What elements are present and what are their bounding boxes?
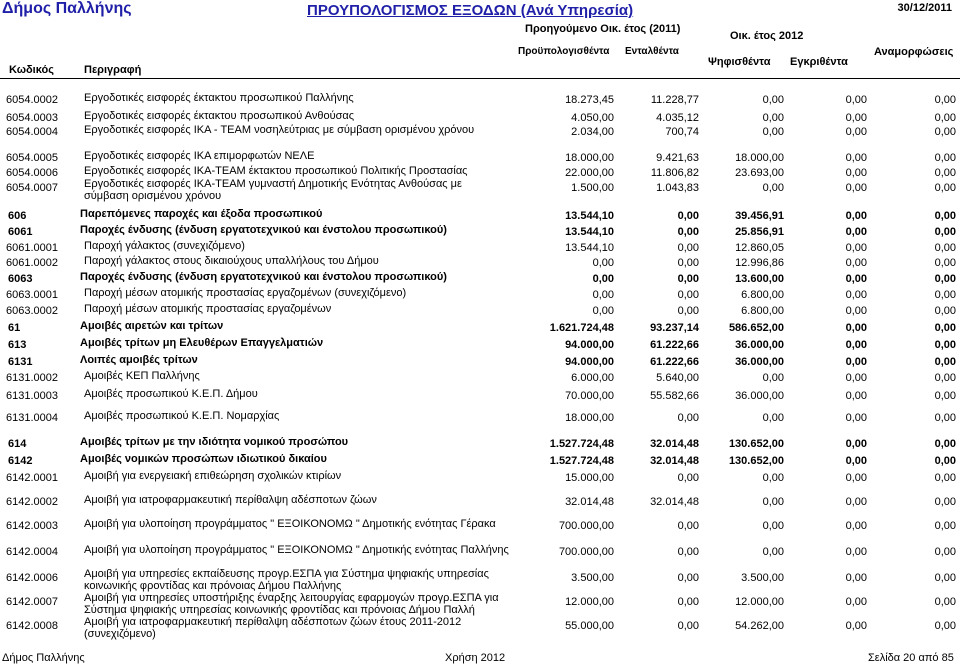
row-v1-value: 700.000,00 bbox=[558, 546, 614, 558]
row-v2-value: 32.014,48 bbox=[650, 496, 699, 508]
row-v3-value: 36.000,00 bbox=[735, 356, 784, 368]
row-v3-value: 13.600,00 bbox=[735, 273, 784, 285]
row-code: 6054.0005 bbox=[6, 152, 58, 164]
row-v2-value: 0,00 bbox=[677, 305, 699, 317]
row-v4-value: 0,00 bbox=[845, 372, 867, 384]
row-code: 6054.0007 bbox=[6, 182, 58, 194]
row-description: Αμοιβές τρίτων με την ιδιότητα νομικού προσώπου bbox=[80, 436, 349, 448]
row-v1-value: 13.544,10 bbox=[565, 210, 614, 222]
row-v1-value: 55.000,00 bbox=[565, 620, 614, 632]
row-code: 6142.0002 bbox=[6, 496, 58, 508]
row-v3-value: 36.000,00 bbox=[735, 339, 784, 351]
row-v4-value: 0,00 bbox=[845, 242, 867, 254]
row-v4-value: 0,00 bbox=[845, 596, 867, 608]
row-v4-value: 0,00 bbox=[845, 226, 867, 238]
row-v4-value: 0,00 bbox=[845, 257, 867, 269]
row-v5-value: 0,00 bbox=[934, 438, 956, 450]
row-code: 61 bbox=[8, 322, 21, 334]
row-v2-value: 0,00 bbox=[677, 546, 699, 558]
row-description: Εργοδοτικές εισφορές έκτακτου προσωπικού Παλλήνης bbox=[84, 92, 354, 104]
row-v4-value: 0,00 bbox=[845, 546, 867, 558]
row-code: 614 bbox=[8, 438, 27, 450]
row-v2-value: 0,00 bbox=[677, 572, 699, 584]
row-v3-value: 0,00 bbox=[762, 520, 784, 532]
row-description: Αμοιβή για ιατροφαρμακευτική περίθαλψη αδέσποτων ζώων bbox=[84, 494, 377, 506]
row-description: Εργοδοτικές εισφορές ΙΚΑ-ΤΕΑΜ γυμναστή Δημοτικής Ενότητας Ανθούσας με σύμβαση ορισμένου χρόνου bbox=[84, 178, 462, 202]
row-v2-value: 61.222,66 bbox=[650, 339, 699, 351]
row-v5-value: 0,00 bbox=[934, 572, 956, 584]
row-v3-value: 0,00 bbox=[762, 94, 784, 106]
row-code: 6142.0006 bbox=[6, 572, 58, 584]
row-description: Αμοιβές ΚΕΠ Παλλήνης bbox=[84, 370, 200, 382]
row-v3-value: 0,00 bbox=[762, 546, 784, 558]
row-v3-value: 130.652,00 bbox=[728, 438, 784, 450]
row-v2-value: 32.014,48 bbox=[650, 455, 699, 467]
col-budgeted-header: Προϋπολογισθέντα bbox=[518, 46, 610, 57]
row-v3-value: 3.500,00 bbox=[741, 572, 784, 584]
row-v2-value: 93.237,14 bbox=[650, 322, 699, 334]
col-desc-header: Περιγραφή bbox=[84, 64, 142, 76]
row-v2-value: 11.228,77 bbox=[650, 94, 699, 106]
row-v1-value: 15.000,00 bbox=[565, 472, 614, 484]
row-v2-value: 32.014,48 bbox=[650, 438, 699, 450]
row-v5-value: 0,00 bbox=[934, 372, 956, 384]
row-v2-value: 0,00 bbox=[677, 226, 699, 238]
row-code: 6063 bbox=[8, 273, 33, 285]
row-v3-value: 12.000,00 bbox=[735, 596, 784, 608]
row-v4-value: 0,00 bbox=[845, 289, 867, 301]
row-v1-value: 12.000,00 bbox=[565, 596, 614, 608]
row-description: Αμοιβή για υπηρεσίες υποστήριξης έναρξης λειτουργίας εφαρμογών προγρ.ΕΣΠΑ για Σύστημα ψηφιακής υπηρεσίας κοινωνικής φροντίδας και πρόνοιας Δήμου Παλλή bbox=[84, 592, 499, 616]
row-v3-value: 586.652,00 bbox=[728, 322, 784, 334]
row-v3-value: 0,00 bbox=[762, 112, 784, 124]
row-v4-value: 0,00 bbox=[845, 152, 867, 164]
row-v5-value: 0,00 bbox=[934, 226, 956, 238]
report-date: 30/12/2011 bbox=[897, 2, 952, 14]
row-v3-value: 23.693,00 bbox=[735, 167, 784, 179]
row-v1-value: 700.000,00 bbox=[558, 520, 614, 532]
row-v4-value: 0,00 bbox=[845, 167, 867, 179]
row-v1-value: 3.500,00 bbox=[571, 572, 614, 584]
row-v3-value: 18.000,00 bbox=[735, 152, 784, 164]
row-description: Παροχές ένδυσης (ένδυση εργατοτεχνικού και ένστολου προσωπικού) bbox=[80, 271, 447, 283]
col-ordered-header: Ενταλθέντα bbox=[625, 46, 679, 57]
row-v2-value: 0,00 bbox=[677, 620, 699, 632]
row-v2-value: 61.222,66 bbox=[650, 356, 699, 368]
row-description: Αμοιβή για υλοποίηση προγράμματος " ΕΞΟΙΚΟΝΟΜΩ " Δημοτικής ενότητας Γέρακα bbox=[84, 518, 496, 530]
row-v1-value: 6.000,00 bbox=[571, 372, 614, 384]
row-v1-value: 13.544,10 bbox=[565, 226, 614, 238]
footer-org: Δήμος Παλλήνης bbox=[2, 652, 85, 664]
row-code: 6142.0001 bbox=[6, 472, 58, 484]
prev-year-header: Προηγούμενο Οικ. έτος (2011) bbox=[525, 23, 681, 35]
row-description: Αμοιβές προσωπικού Κ.Ε.Π. Νομαρχίας bbox=[84, 410, 280, 422]
row-v5-value: 0,00 bbox=[934, 339, 956, 351]
row-v4-value: 0,00 bbox=[845, 455, 867, 467]
org-title: Δήμος Παλλήνης bbox=[2, 0, 132, 17]
row-v2-value: 4.035,12 bbox=[656, 112, 699, 124]
row-v5-value: 0,00 bbox=[934, 126, 956, 138]
row-v1-value: 94.000,00 bbox=[565, 339, 614, 351]
row-v1-value: 13.544,10 bbox=[565, 242, 614, 254]
row-code: 6061.0001 bbox=[6, 242, 58, 254]
row-v5-value: 0,00 bbox=[934, 322, 956, 334]
row-v3-value: 39.456,91 bbox=[735, 210, 784, 222]
row-description: Παροχή μέσων ατομικής προστασίας εργαζομένων (συνεχιζόμενο) bbox=[84, 287, 407, 299]
row-code: 6054.0004 bbox=[6, 126, 58, 138]
row-v5-value: 0,00 bbox=[934, 167, 956, 179]
row-v4-value: 0,00 bbox=[845, 412, 867, 424]
row-v3-value: 25.856,91 bbox=[735, 226, 784, 238]
row-description: Αμοιβή για υλοποίηση προγράμματος " ΕΞΟΙΚΟΝΟΜΩ " Δημοτικής ενότητας Παλλήνης bbox=[84, 544, 509, 556]
row-v4-value: 0,00 bbox=[845, 339, 867, 351]
row-v5-value: 0,00 bbox=[934, 412, 956, 424]
row-code: 613 bbox=[8, 339, 27, 351]
row-v2-value: 11.806,82 bbox=[650, 167, 699, 179]
row-code: 6054.0006 bbox=[6, 167, 58, 179]
row-v1-value: 1.527.724,48 bbox=[549, 438, 614, 450]
row-code: 6131.0002 bbox=[6, 372, 58, 384]
row-v5-value: 0,00 bbox=[934, 496, 956, 508]
row-v5-value: 0,00 bbox=[934, 152, 956, 164]
row-v5-value: 0,00 bbox=[934, 94, 956, 106]
row-v4-value: 0,00 bbox=[845, 390, 867, 402]
row-v4-value: 0,00 bbox=[845, 273, 867, 285]
row-v4-value: 0,00 bbox=[845, 112, 867, 124]
row-v5-value: 0,00 bbox=[934, 620, 956, 632]
row-v4-value: 0,00 bbox=[845, 356, 867, 368]
row-v1-value: 0,00 bbox=[592, 273, 614, 285]
row-description: Αμοιβή για ενεργειακή επιθεώρηση σχολικών κτιρίων bbox=[84, 470, 342, 482]
row-code: 6063.0001 bbox=[6, 289, 58, 301]
row-v2-value: 55.582,66 bbox=[650, 390, 699, 402]
footer-use: Χρήση 2012 bbox=[445, 652, 506, 664]
row-code: 6142.0008 bbox=[6, 620, 58, 632]
row-v2-value: 0,00 bbox=[677, 596, 699, 608]
row-description: Παροχή γάλακτος στους δικαιούχους υπαλλήλους του Δήμου bbox=[84, 255, 379, 267]
cur-year-header: Οικ. έτος 2012 bbox=[730, 30, 804, 42]
row-v3-value: 12.860,05 bbox=[735, 242, 784, 254]
row-v1-value: 22.000,00 bbox=[565, 167, 614, 179]
row-v5-value: 0,00 bbox=[934, 273, 956, 285]
row-v2-value: 0,00 bbox=[677, 472, 699, 484]
col-approved-header: Εγκριθέντα bbox=[790, 56, 848, 68]
row-v2-value: 0,00 bbox=[677, 242, 699, 254]
row-v4-value: 0,00 bbox=[845, 496, 867, 508]
col-code-header: Κωδικός bbox=[9, 64, 54, 76]
row-description: Παροχές ένδυσης (ένδυση εργατοτεχνικού και ένστολου προσωπικού) bbox=[80, 224, 447, 236]
row-description: Εργοδοτικές εισφορές έκτακτου προσωπικού Ανθούσας bbox=[84, 110, 355, 122]
row-v4-value: 0,00 bbox=[845, 520, 867, 532]
row-v3-value: 12.996,86 bbox=[735, 257, 784, 269]
row-description: Αμοιβές νομικών προσώπων ιδιωτικού δικαίου bbox=[80, 453, 327, 465]
row-code: 6054.0003 bbox=[6, 112, 58, 124]
row-v3-value: 0,00 bbox=[762, 372, 784, 384]
row-v4-value: 0,00 bbox=[845, 472, 867, 484]
row-v3-value: 54.262,00 bbox=[735, 620, 784, 632]
row-v3-value: 0,00 bbox=[762, 472, 784, 484]
row-v3-value: 130.652,00 bbox=[728, 455, 784, 467]
row-v3-value: 36.000,00 bbox=[735, 390, 784, 402]
row-v1-value: 2.034,00 bbox=[571, 126, 614, 138]
row-v1-value: 32.014,48 bbox=[565, 496, 614, 508]
row-v2-value: 1.043,83 bbox=[656, 182, 699, 194]
row-description: Αμοιβή για ιατροφαρμακευτική περίθαλψη αδέσποτων ζώων έτους 2011-2012 (συνεχιζόμενο) bbox=[84, 616, 462, 640]
row-v5-value: 0,00 bbox=[934, 289, 956, 301]
row-v4-value: 0,00 bbox=[845, 210, 867, 222]
row-v2-value: 700,74 bbox=[665, 126, 699, 138]
row-v4-value: 0,00 bbox=[845, 620, 867, 632]
row-v1-value: 18.273,45 bbox=[565, 94, 614, 106]
row-description: Αμοιβή για υπηρεσίες εκπαίδευσης προγρ.ΕΣΠΑ για Σύστημα ψηφιακής υπηρεσίας κοινωνικής φροντίδας και πρόνοιας Δήμου Παλλήνης bbox=[84, 568, 489, 592]
row-v4-value: 0,00 bbox=[845, 182, 867, 194]
row-v3-value: 6.800,00 bbox=[741, 289, 784, 301]
row-v5-value: 0,00 bbox=[934, 472, 956, 484]
row-code: 6142.0003 bbox=[6, 520, 58, 532]
row-code: 606 bbox=[8, 210, 27, 222]
row-v2-value: 0,00 bbox=[677, 520, 699, 532]
row-v3-value: 0,00 bbox=[762, 412, 784, 424]
row-code: 6054.0002 bbox=[6, 94, 58, 106]
row-description: Αμοιβές αιρετών και τρίτων bbox=[80, 320, 224, 332]
row-description: Παρεπόμενες παροχές και έξοδα προσωπικού bbox=[80, 208, 323, 220]
row-description: Εργοδοτικές εισφορές ΙΚΑ-ΤΕΑΜ έκτακτου προσωπικού Πολιτικής Προστασίας bbox=[84, 165, 468, 177]
row-description: Λοιπές αμοιβές τρίτων bbox=[80, 354, 198, 366]
row-code: 6061 bbox=[8, 226, 33, 238]
row-v1-value: 0,00 bbox=[592, 257, 614, 269]
col-revisions-header: Αναμορφώσεις bbox=[874, 46, 954, 58]
row-v4-value: 0,00 bbox=[845, 305, 867, 317]
row-code: 6131 bbox=[8, 356, 33, 368]
row-v5-value: 0,00 bbox=[934, 546, 956, 558]
row-v1-value: 1.500,00 bbox=[571, 182, 614, 194]
row-v2-value: 5.640,00 bbox=[656, 372, 699, 384]
row-v1-value: 18.000,00 bbox=[565, 412, 614, 424]
row-description: Αμοιβές τρίτων μη Ελευθέρων Επαγγελματιών bbox=[80, 337, 324, 349]
row-v2-value: 0,00 bbox=[677, 289, 699, 301]
row-v2-value: 0,00 bbox=[677, 273, 699, 285]
row-v5-value: 0,00 bbox=[934, 390, 956, 402]
row-v4-value: 0,00 bbox=[845, 438, 867, 450]
row-v1-value: 1.527.724,48 bbox=[549, 455, 614, 467]
row-description: Παροχή γάλακτος (συνεχιζόμενο) bbox=[84, 240, 245, 252]
row-v3-value: 0,00 bbox=[762, 496, 784, 508]
row-v1-value: 1.621.724,48 bbox=[549, 322, 614, 334]
row-code: 6063.0002 bbox=[6, 305, 58, 317]
footer-page: Σελίδα 20 από 85 bbox=[868, 652, 954, 664]
row-v5-value: 0,00 bbox=[934, 210, 956, 222]
row-description: Εργοδοτικές εισφορές ΙΚΑ - ΤΕΑΜ νοσηλεύτριας με σύμβαση ορισμένου χρόνου bbox=[84, 124, 475, 136]
row-v1-value: 0,00 bbox=[592, 305, 614, 317]
col-voted-header: Ψηφισθέντα bbox=[708, 56, 771, 68]
report-title: ΠΡΟΥΠΟΛΟΓΙΣΜΟΣ ΕΞΟΔΩΝ (Ανά Υπηρεσία) bbox=[307, 2, 634, 19]
row-v2-value: 0,00 bbox=[677, 210, 699, 222]
row-code: 6131.0003 bbox=[6, 390, 58, 402]
row-v3-value: 0,00 bbox=[762, 182, 784, 194]
row-description: Παροχή μέσων ατομικής προστασίας εργαζομένων bbox=[84, 303, 332, 315]
row-v4-value: 0,00 bbox=[845, 94, 867, 106]
row-code: 6142.0007 bbox=[6, 596, 58, 608]
row-v1-value: 4.050,00 bbox=[571, 112, 614, 124]
row-v1-value: 18.000,00 bbox=[565, 152, 614, 164]
row-v5-value: 0,00 bbox=[934, 112, 956, 124]
row-v5-value: 0,00 bbox=[934, 182, 956, 194]
row-v5-value: 0,00 bbox=[934, 305, 956, 317]
row-code: 6131.0004 bbox=[6, 412, 58, 424]
row-v2-value: 9.421,63 bbox=[656, 152, 699, 164]
row-v2-value: 0,00 bbox=[677, 412, 699, 424]
row-description: Αμοιβές προσωπικού Κ.Ε.Π. Δήμου bbox=[84, 388, 258, 400]
row-code: 6142 bbox=[8, 455, 33, 467]
row-code: 6142.0004 bbox=[6, 546, 58, 558]
row-v4-value: 0,00 bbox=[845, 572, 867, 584]
row-v5-value: 0,00 bbox=[934, 520, 956, 532]
row-v3-value: 6.800,00 bbox=[741, 305, 784, 317]
row-v5-value: 0,00 bbox=[934, 455, 956, 467]
row-v1-value: 0,00 bbox=[592, 289, 614, 301]
row-v5-value: 0,00 bbox=[934, 596, 956, 608]
row-v5-value: 0,00 bbox=[934, 356, 956, 368]
row-code: 6061.0002 bbox=[6, 257, 58, 269]
header-rule bbox=[0, 78, 960, 79]
row-v4-value: 0,00 bbox=[845, 322, 867, 334]
row-v2-value: 0,00 bbox=[677, 257, 699, 269]
row-v5-value: 0,00 bbox=[934, 242, 956, 254]
row-v5-value: 0,00 bbox=[934, 257, 956, 269]
row-description: Εργοδοτικές εισφορές ΙΚΑ επιμορφωτών ΝΕΛΕ bbox=[84, 150, 315, 162]
row-v1-value: 70.000,00 bbox=[565, 390, 614, 402]
row-v3-value: 0,00 bbox=[762, 126, 784, 138]
row-v1-value: 94.000,00 bbox=[565, 356, 614, 368]
row-v4-value: 0,00 bbox=[845, 126, 867, 138]
